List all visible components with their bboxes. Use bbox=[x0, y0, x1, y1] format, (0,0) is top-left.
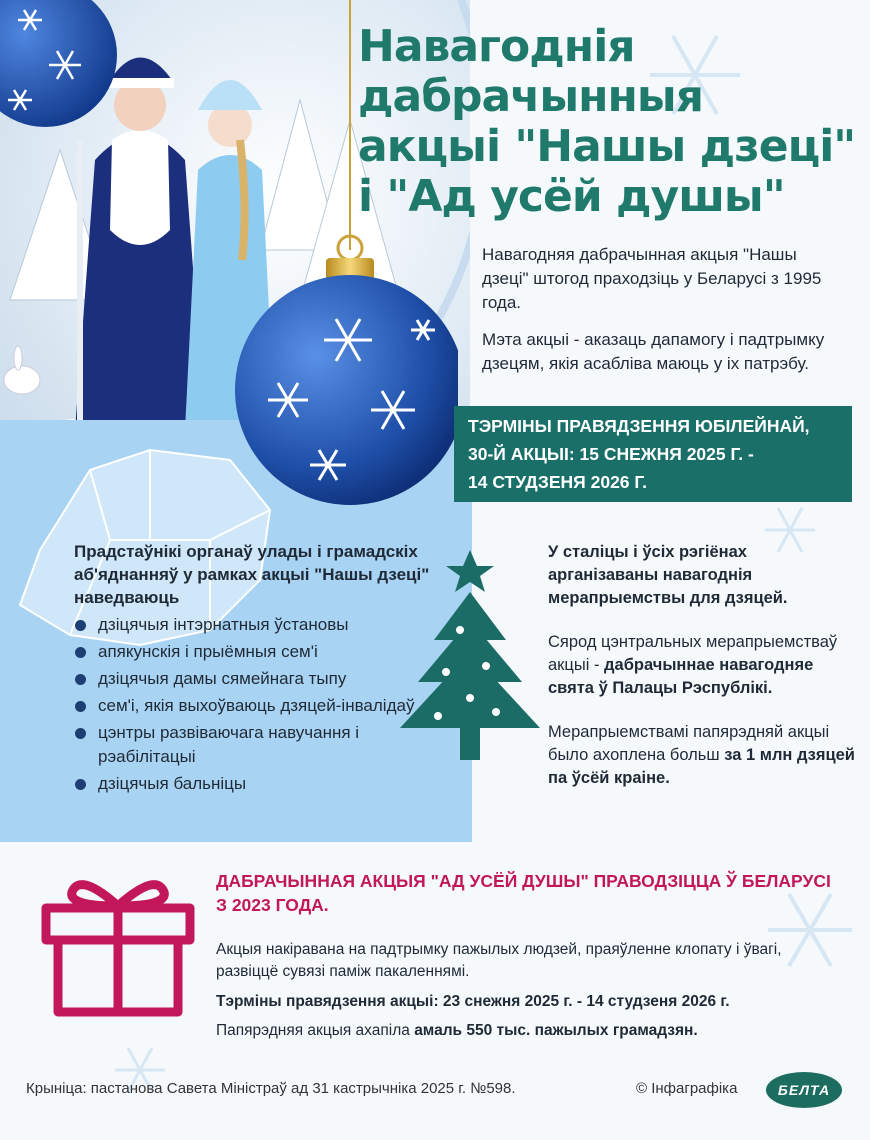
events-paragraph bbox=[548, 631, 858, 700]
title-line: і "Ад усёй душы" bbox=[358, 171, 785, 222]
terms-line: ТЭРМІНЫ ПРАВЯДЗЕННЯ ЮБІЛЕЙНАЙ, bbox=[468, 416, 810, 436]
list-item-label: дзіцячыя дамы сямейнага тыпу bbox=[98, 669, 347, 688]
gift-icon bbox=[40, 868, 196, 1018]
infographic-credit: © Інфаграфіка bbox=[636, 1080, 738, 1097]
events-column bbox=[548, 541, 858, 811]
bullet-icon bbox=[75, 620, 86, 631]
institutions-list bbox=[74, 613, 444, 799]
ado-goal-text: Акцыя накіравана на падтрымку пажылых людзей, праяўленне клопату і ўвагі, развіццё сувязі паміж пакаленнямі. bbox=[216, 941, 782, 980]
list-item-label: дзіцячыя інтэрнатныя ўстановы bbox=[98, 615, 349, 634]
title-line: дабрачынныя bbox=[358, 71, 703, 122]
terms-line: 30-Й АКЦЫІ: 15 СНЕЖНЯ 2025 Г. - bbox=[468, 444, 754, 464]
list-item bbox=[74, 694, 444, 718]
representatives-heading: Прадстаўнікі органаў улады і грамадскіх аб'яднанняў у рамках акцыі "Нашы дзеці" наведваюць bbox=[74, 542, 430, 607]
list-item bbox=[74, 640, 444, 664]
ornament-icon bbox=[0, 0, 120, 140]
ado-coverage-label: Папярэдняя акцыя ахапіла bbox=[216, 1022, 410, 1039]
ado-terms-text bbox=[216, 991, 846, 1013]
list-item-label: апякунскія і прыёмныя сем'і bbox=[98, 642, 318, 661]
list-item bbox=[74, 772, 444, 796]
events-central-text: Сярод цэнтральных мерапрыемстваў акцыі - bbox=[548, 633, 838, 674]
ado-usyoi-dushy-heading: ДАБРАЧЫННАЯ АКЦЫЯ "АД УСЁЙ ДУШЫ" ПРАВОДЗІЦЦА Ў БЕЛАРУСІ З 2023 ГОДА. bbox=[216, 871, 831, 915]
christmas-tree-icon bbox=[398, 548, 543, 763]
list-item-label: цэнтры развіваючага навучання і рэабілітацыі bbox=[98, 723, 360, 766]
ado-terms-value: Тэрміны правядзення акцыі: 23 снежня 2025 г. - 14 студзеня 2026 г. bbox=[216, 993, 730, 1010]
page-title bbox=[358, 22, 858, 222]
source-note: Крыніца: пастанова Савета Міністраў ад 31 кастрычніка 2025 г. №598. bbox=[26, 1080, 516, 1097]
terms-line: 14 СТУДЗЕНЯ 2026 Г. bbox=[468, 472, 647, 492]
ado-coverage-text bbox=[216, 1020, 846, 1042]
bullet-icon bbox=[75, 701, 86, 712]
list-item bbox=[74, 667, 444, 691]
list-item-label: дзіцячыя бальніцы bbox=[98, 774, 247, 793]
list-item bbox=[74, 721, 444, 769]
belta-logo: БЕЛТА bbox=[766, 1072, 842, 1108]
terms-banner-text bbox=[468, 412, 848, 496]
goal-paragraph: Мэта акцыі - аказаць дапамогу і падтрымку дзецям, якія асабліва маюць у іх патрэбу. bbox=[482, 330, 825, 373]
events-coverage-text: Мерапрыемствамі папярэдняй акцыі было ахоплена больш bbox=[548, 723, 830, 764]
title-line: акцыі "Нашы дзеці" bbox=[358, 121, 856, 172]
bullet-icon bbox=[75, 779, 86, 790]
title-line: Навагоднія bbox=[358, 21, 635, 72]
list-item-label: сем'і, якія выхоўваюць дзяцей-інвалідаў bbox=[98, 696, 415, 715]
intro-paragraph: Навагодняя дабрачынная акцыя "Нашы дзеці" штогод праходзіць у Беларусі з 1995 года. bbox=[482, 245, 822, 312]
events-central-highlight: дабрачыннае навагодняе свята ў Палацы Рэспублікі. bbox=[548, 656, 814, 697]
events-capital-text: У сталіцы і ўсіх рэгіёнах арганізаваны навагоднія мерапрыемствы для дзяцей. bbox=[548, 543, 788, 607]
bullet-icon bbox=[75, 728, 86, 739]
events-paragraph bbox=[548, 541, 858, 610]
events-paragraph bbox=[548, 721, 858, 790]
bullet-icon bbox=[75, 647, 86, 658]
bullet-icon bbox=[75, 674, 86, 685]
events-coverage-highlight: за 1 млн дзяцей па ўсёй краіне. bbox=[548, 746, 855, 787]
ado-coverage-value: амаль 550 тыс. пажылых грамадзян. bbox=[414, 1022, 698, 1039]
list-item bbox=[74, 613, 444, 637]
